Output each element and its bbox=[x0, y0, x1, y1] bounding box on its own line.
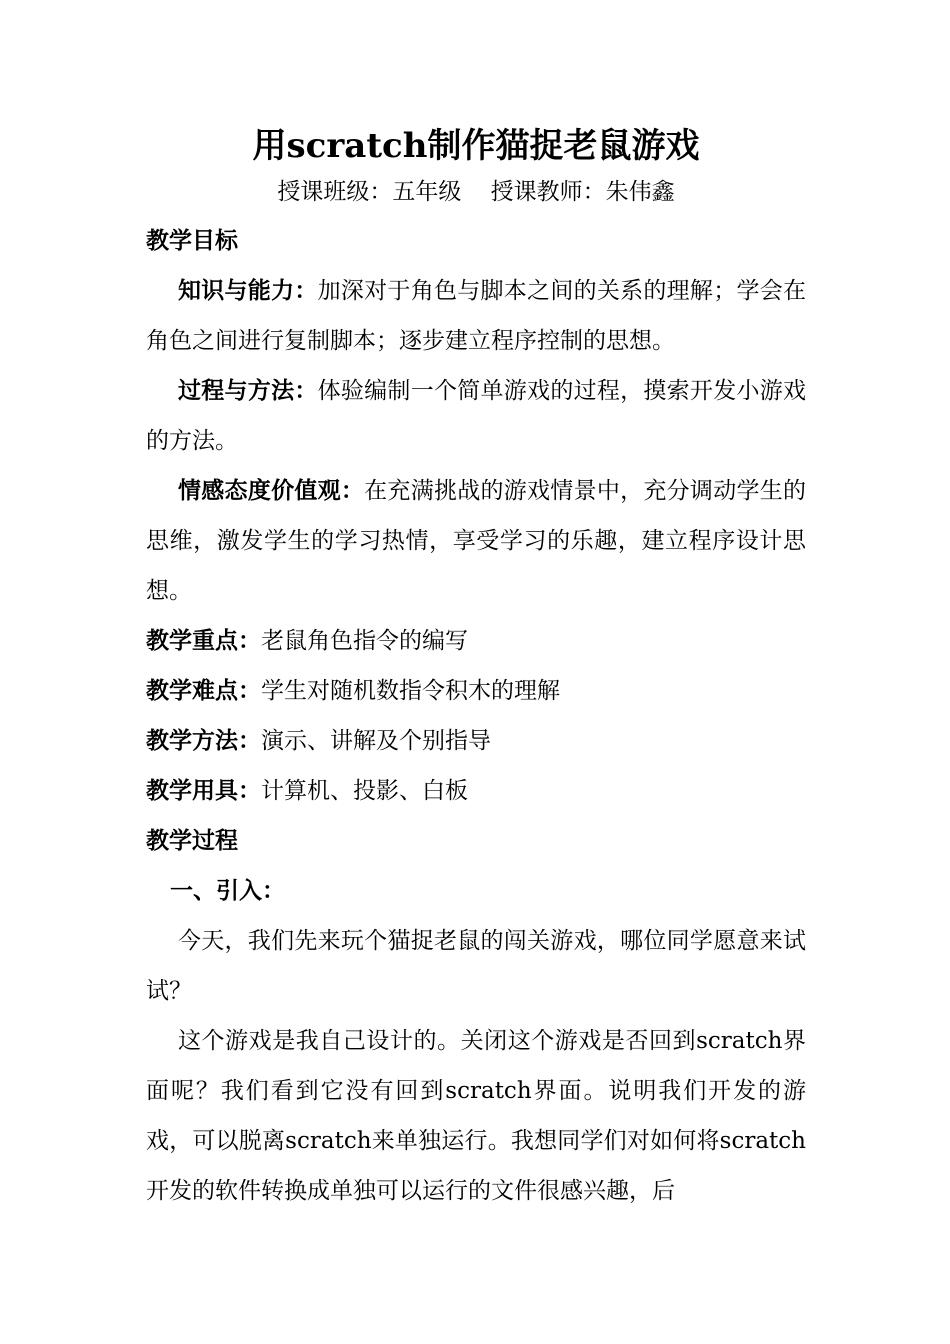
knowledge-paragraph bbox=[146, 266, 806, 366]
goals-heading: 教学目标 bbox=[146, 227, 238, 254]
difficulty-text: 学生对随机数指令积木的理解 bbox=[261, 678, 560, 704]
tools-text: 计算机、投影、白板 bbox=[261, 778, 468, 804]
emotion-paragraph bbox=[146, 466, 806, 616]
intro-paragraph-1: 今天，我们先来玩个猫捉老鼠的闯关游戏，哪位同学愿意来试试？ bbox=[146, 928, 806, 1004]
method-line bbox=[146, 716, 806, 766]
intro-heading: 一、引入： bbox=[170, 877, 285, 904]
document-page bbox=[146, 120, 806, 1216]
document-subtitle: 授课班级：五年级 授课教师：朱伟鑫 bbox=[277, 179, 675, 205]
emotion-text: 在充满挑战的游戏情景中，充分调动学生的思维，激发学生的学习热情，享受学习的乐趣，建立程序设计思想。 bbox=[146, 478, 807, 604]
process-method-paragraph bbox=[146, 366, 806, 466]
process-heading: 教学过程 bbox=[146, 827, 238, 854]
intro-paragraph-2: 这个游戏是我自己设计的。关闭这个游戏是否回到scratch界面呢？我们看到它没有回到scratch界面。说明我们开发的游戏，可以脱离scratch来单独运行。我想同学们对如何将scratch开发的软件转换成单独可以运行的文件很感兴趣，后 bbox=[146, 1028, 806, 1204]
knowledge-text: 加深对于角色与脚本之间的关系的理解；学会在角色之间进行复制脚本；逐步建立程序控制的思想。 bbox=[146, 278, 807, 354]
document-title: 用scratch制作猫捉老鼠游戏 bbox=[252, 126, 700, 166]
method-label: 教学方法： bbox=[146, 727, 261, 754]
difficulty-label: 教学难点： bbox=[146, 677, 261, 704]
process-label: 过程与方法： bbox=[178, 377, 318, 404]
knowledge-label: 知识与能力： bbox=[178, 277, 318, 304]
key-label: 教学重点： bbox=[146, 627, 261, 654]
tools-line bbox=[146, 766, 806, 816]
tools-label: 教学用具： bbox=[146, 777, 261, 804]
process-text: 体验编制一个简单游戏的过程，摸索开发小游戏的方法。 bbox=[146, 378, 807, 454]
emotion-label: 情感态度价值观： bbox=[178, 477, 365, 504]
key-point-line bbox=[146, 616, 806, 666]
method-text: 演示、讲解及个别指导 bbox=[261, 728, 491, 754]
difficulty-line bbox=[146, 666, 806, 716]
key-text: 老鼠角色指令的编写 bbox=[261, 628, 468, 654]
